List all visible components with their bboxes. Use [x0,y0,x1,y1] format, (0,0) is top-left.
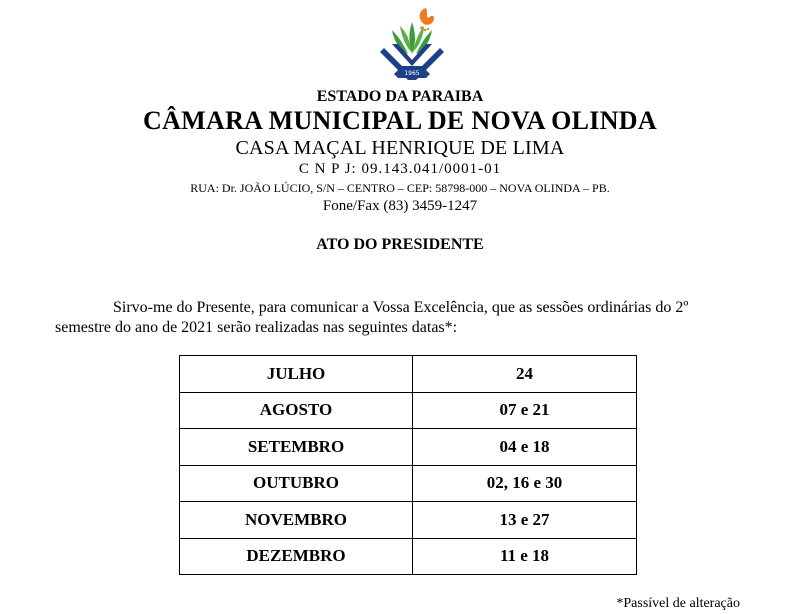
act-title: ATO DO PRESIDENTE [316,236,484,253]
table-row [180,538,637,575]
days-cell: 04 e 18 [413,429,637,466]
cnpj-line: C N P J: 09.143.041/0001-01 [298,161,502,177]
footnote: *Passível de alteração [616,596,740,611]
days-cell: 02, 16 e 30 [413,465,637,502]
body-paragraph [55,298,753,338]
month-cell: SETEMBRO [180,429,413,466]
days-cell: 07 e 21 [413,392,637,429]
days-cell: 24 [413,356,637,393]
month-cell: DEZEMBRO [180,538,413,575]
sessions-table [179,355,637,575]
body-line-2: semestre do ano de 2021 serão realizadas nas seguintes datas*: [55,319,458,336]
state-heading: ESTADO DA PARAIBA [316,88,484,105]
phone-line: Fone/Fax (83) 3459-1247 [322,198,478,214]
house-name: CASA MAÇAL HENRIQUE DE LIMA [235,137,565,159]
table-row [180,356,637,393]
table-row [180,502,637,539]
month-cell: NOVEMBRO [180,502,413,539]
logo-year: 1965 [404,70,420,77]
table-row [180,429,637,466]
municipal-logo [378,4,446,84]
days-cell: 11 e 18 [413,538,637,575]
address-line: RUA: Dr. JOÃO LÚCIO, S/N – CENTRO – CEP: 58798-000 – NOVA OLINDA – PB. [190,181,610,195]
month-cell: AGOSTO [180,392,413,429]
month-cell: JULHO [180,356,413,393]
table-row [180,465,637,502]
month-cell: OUTUBRO [180,465,413,502]
days-cell: 13 e 27 [413,502,637,539]
table-row [180,392,637,429]
chamber-title: CÂMARA MUNICIPAL DE NOVA OLINDA [143,106,657,135]
body-line-1: Sirvo-me do Presente, para comunicar a Vossa Excelência, que as sessões ordinárias do 2º [113,299,689,316]
